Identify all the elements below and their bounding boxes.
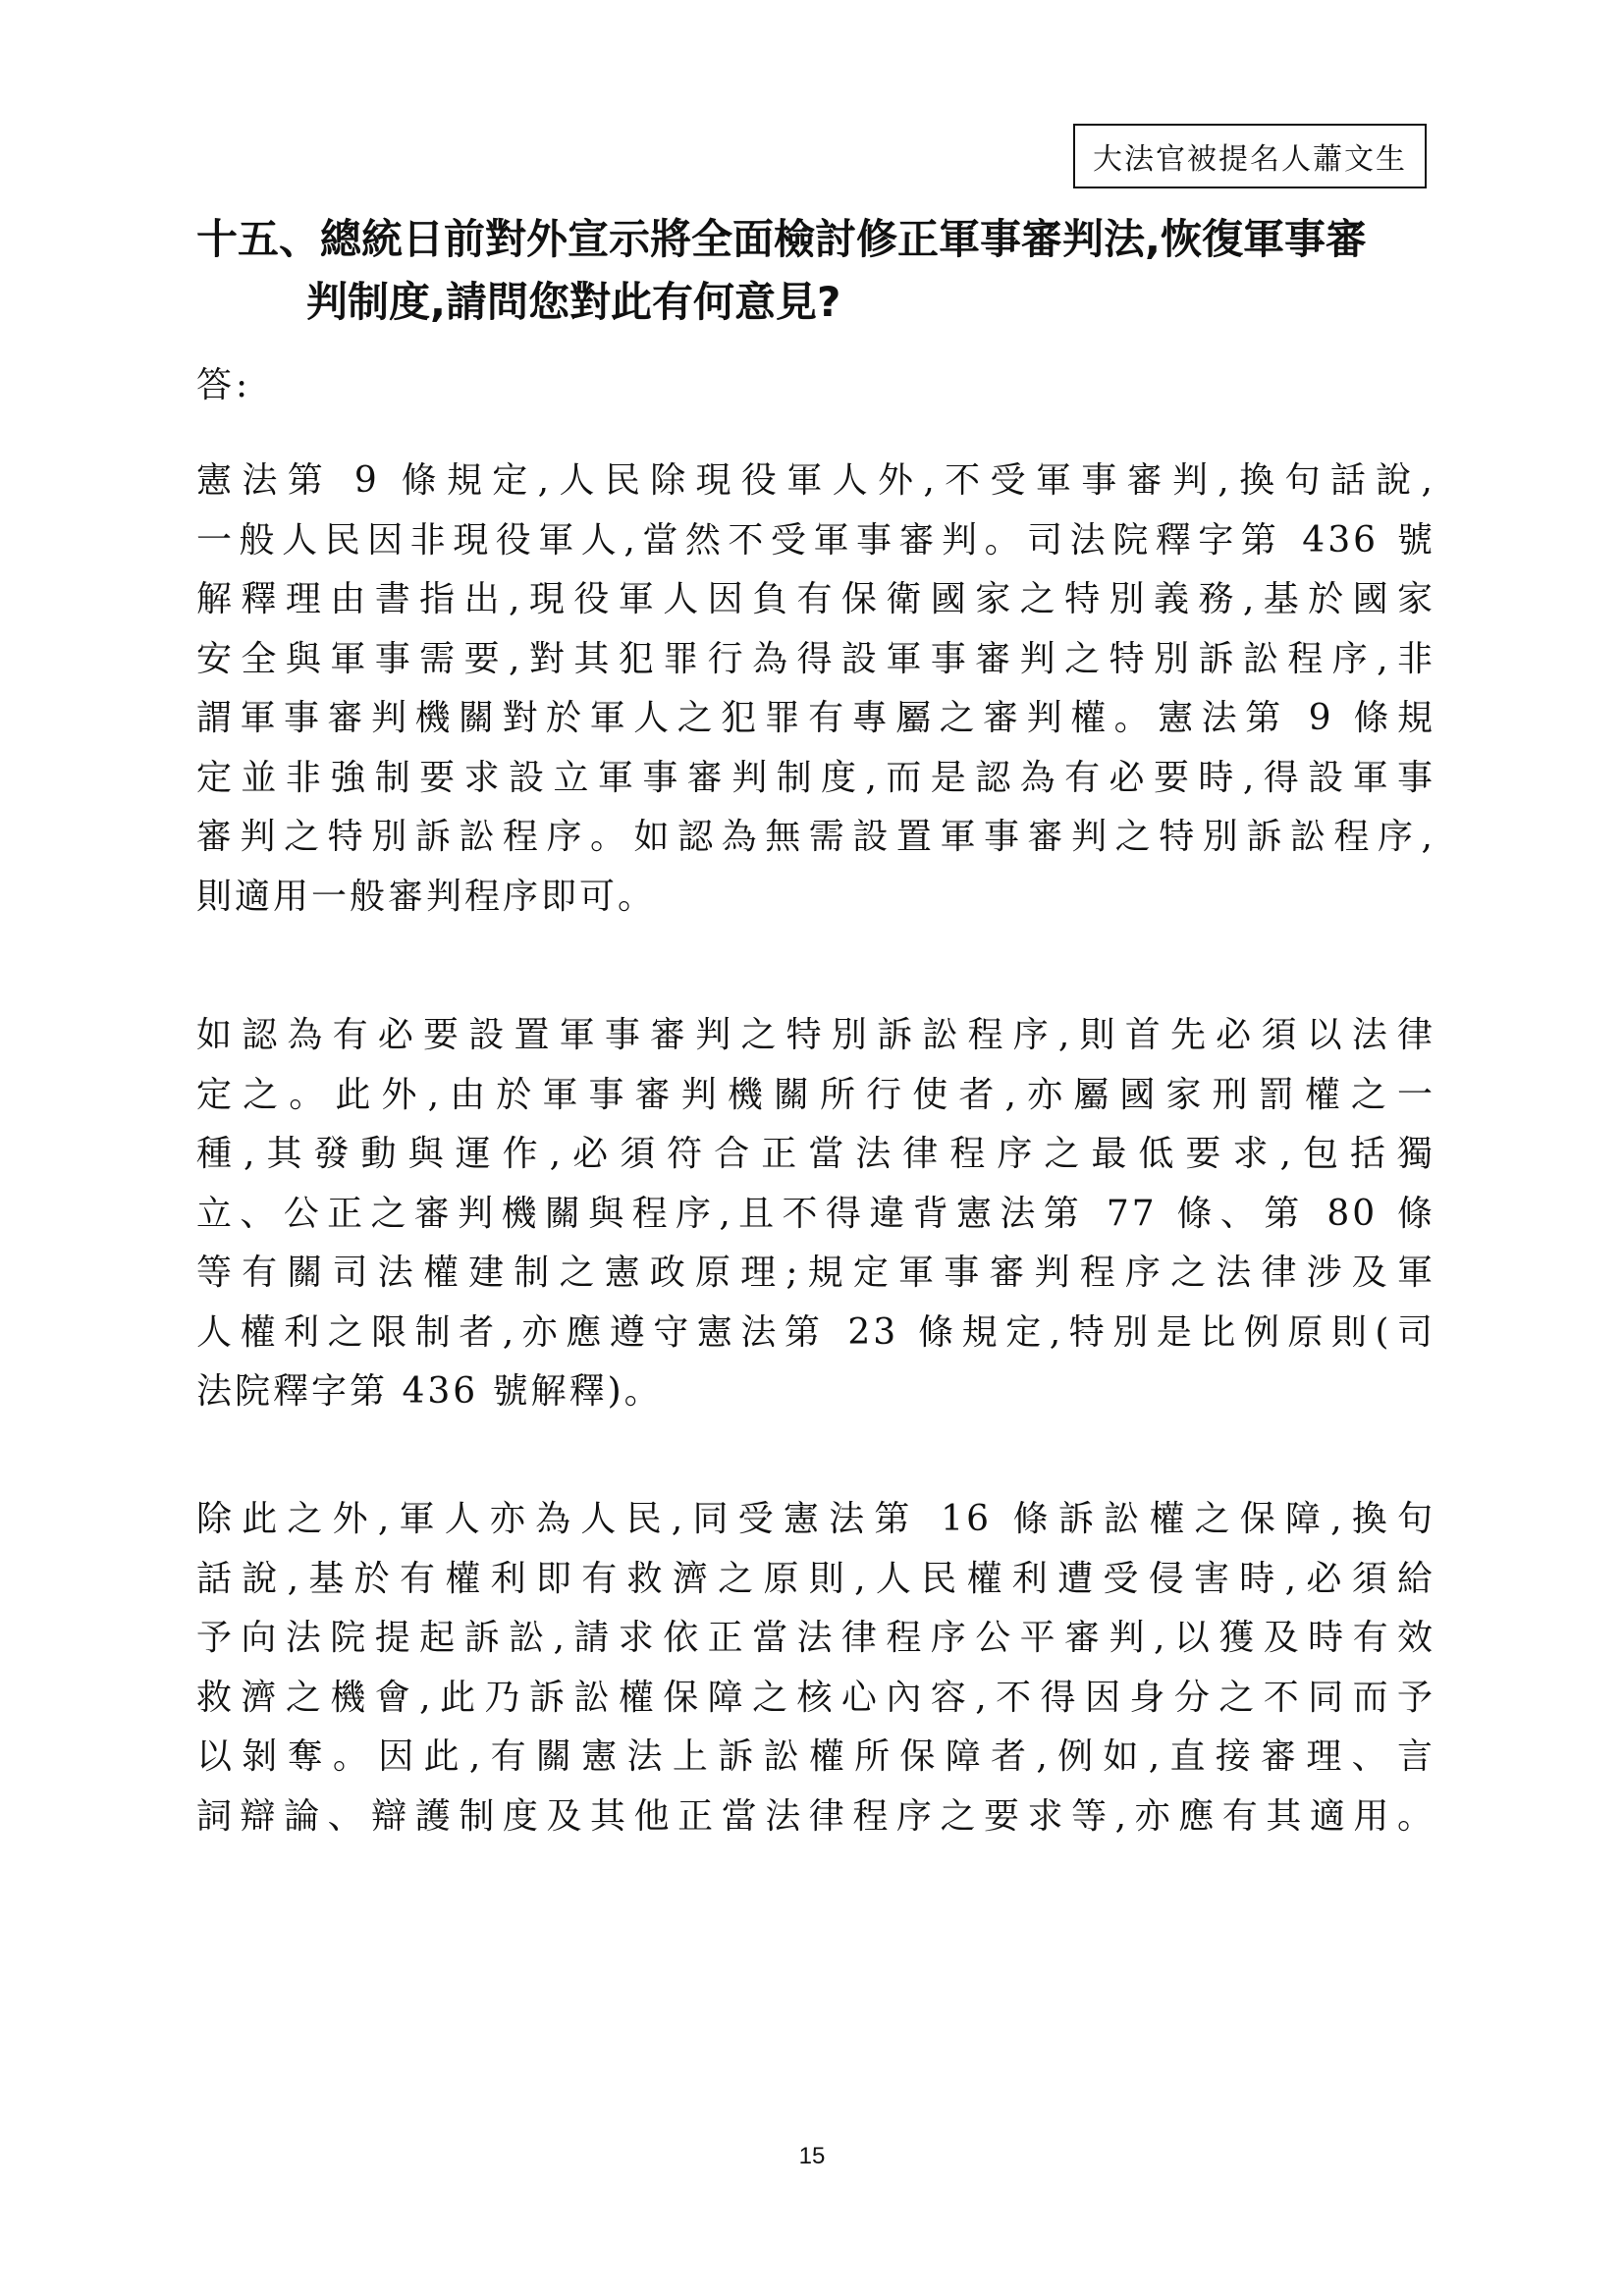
paragraph-line: 種,其發動與運作,必須符合正當法律程序之最低要求,包括獨 bbox=[196, 1134, 1435, 1174]
page-number: 15 bbox=[798, 2143, 826, 2169]
paragraph-line: 以剝奪。因此,有關憲法上訴訟權所保障者,例如,直接審理、言 bbox=[196, 1736, 1435, 1777]
paragraph-line: 定並非強制要求設立軍事審判制度,而是認為有必要時,得設軍事 bbox=[196, 757, 1435, 798]
paragraph-line: 定之。此外,由於軍事審判機關所行使者,亦屬國家刑罰權之一 bbox=[196, 1074, 1435, 1115]
paragraph-line: 解釋理由書指出,現役軍人因負有保衛國家之特別義務,基於國家 bbox=[196, 579, 1435, 619]
paragraph-line: 則適用一般審判程序即可。 bbox=[196, 876, 657, 917]
answer-label: 答: bbox=[196, 365, 252, 405]
question-line-1: 總統日前對外宣示將全面檢討修正軍事審判法,恢復軍事審 bbox=[320, 215, 1367, 263]
paragraph-line: 救濟之機會,此乃訴訟權保障之核心內容,不得因身分之不同而予 bbox=[196, 1677, 1435, 1718]
question-heading bbox=[196, 208, 1435, 334]
paragraph-line: 一般人民因非現役軍人,當然不受軍事審判。司法院釋字第 436 號 bbox=[196, 519, 1435, 561]
nominee-header-box bbox=[1073, 124, 1427, 188]
paragraph-line: 話說,基於有權利即有救濟之原則,人民權利遭受侵害時,必須給 bbox=[196, 1558, 1435, 1599]
answer-paragraph-3 bbox=[196, 1490, 1435, 1846]
paragraph-line: 人權利之限制者,亦應遵守憲法第 23 條規定,特別是比例原則(司 bbox=[196, 1311, 1435, 1353]
paragraph-line: 予向法院提起訴訟,請求依正當法律程序公平審判,以獲及時有效 bbox=[196, 1618, 1435, 1658]
paragraph-line: 如認為有必要設置軍事審判之特別訴訟程序,則首先必須以法律 bbox=[196, 1015, 1435, 1055]
paragraph-line: 審判之特別訴訟程序。如認為無需設置軍事審判之特別訴訟程序, bbox=[196, 817, 1435, 857]
paragraph-line: 詞辯論、辯護制度及其他正當法律程序之要求等,亦應有其適用。 bbox=[196, 1795, 1435, 1837]
question-line-2: 判制度,請問您對此有何意見? bbox=[306, 278, 841, 326]
paragraph-line: 法院釋字第 436 號解釋)。 bbox=[196, 1371, 663, 1412]
paragraph-line: 謂軍事審判機關對於軍人之犯罪有專屬之審判權。憲法第 9 條規 bbox=[196, 698, 1435, 738]
paragraph-line: 憲法第 9 條規定,人民除現役軍人外,不受軍事審判,換句話說, bbox=[196, 460, 1435, 501]
nominee-label: 大法官被提名人蕭文生 bbox=[1093, 142, 1407, 177]
paragraph-line: 安全與軍事需要,對其犯罪行為得設軍事審判之特別訴訟程序,非 bbox=[196, 638, 1435, 679]
answer-paragraph-2 bbox=[196, 1006, 1435, 1422]
paragraph-line: 立、公正之審判機關與程序,且不得違背憲法第 77 條、第 80 條 bbox=[196, 1193, 1435, 1234]
answer-paragraph-1 bbox=[196, 452, 1435, 927]
question-number: 十五、 bbox=[196, 215, 321, 263]
paragraph-line: 除此之外,軍人亦為人民,同受憲法第 16 條訴訟權之保障,換句 bbox=[196, 1499, 1435, 1539]
paragraph-line: 等有關司法權建制之憲政原理;規定軍事審判程序之法律涉及軍 bbox=[196, 1253, 1435, 1293]
